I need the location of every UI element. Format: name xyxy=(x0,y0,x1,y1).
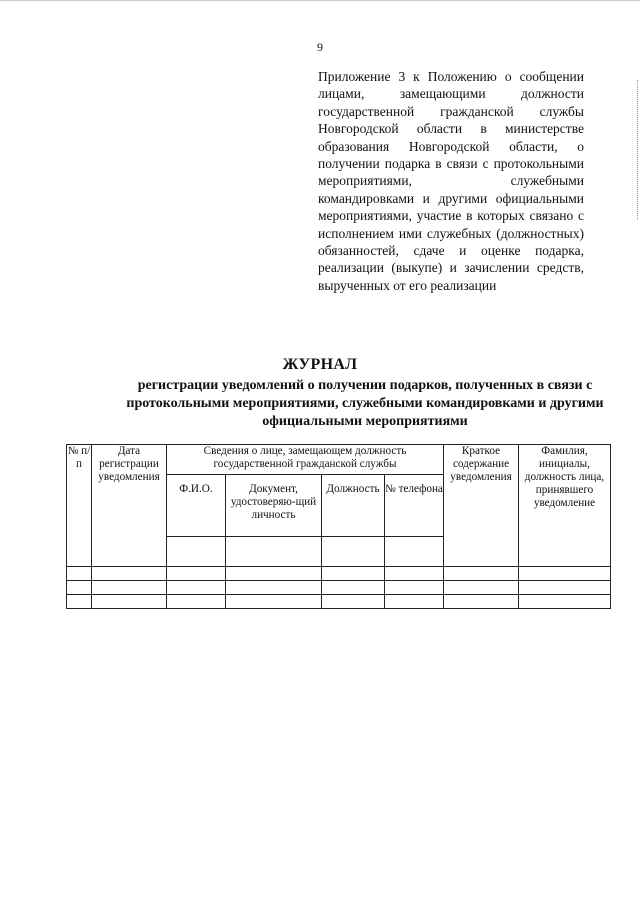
page-number: 9 xyxy=(317,40,323,54)
journal-table xyxy=(66,444,611,609)
table-row xyxy=(67,581,611,595)
header-person-info: Сведения о лице, замещающем должность государственной гражданской службы xyxy=(167,445,444,475)
journal-subtitle: регистрации уведомлений о получении подарков, полученных в связи с протокольными мероприятиями, служебными командировками и другими официальными мероприятиями xyxy=(126,378,604,429)
scan-edge-mark xyxy=(636,80,638,220)
header-blank-cell xyxy=(322,537,385,567)
header-receiver: Фамилия, инициалы, должность лица, принявшего уведомление xyxy=(519,445,611,567)
header-blank-cell xyxy=(167,537,226,567)
header-blank-cell xyxy=(226,537,322,567)
table-row xyxy=(67,567,611,581)
header-date: Дата регистрации уведомления xyxy=(92,445,167,567)
header-fio: Ф.И.О. xyxy=(167,475,226,537)
header-document: Документ, удостоверяю-щий личность xyxy=(226,475,322,537)
table-row xyxy=(67,595,611,609)
appendix-note: Приложение 3 к Положению о сообщении лицами, замещающими должности государственной гражданской службы Новгородской области в министерстве образования Новгородской области, о получении подарка в связи с протокольными мероприятиями, служебными командировками и другими официальными мероприятиями, участие в которых связано с исполнением ими служебных (должностных) обязанностей, сдаче и оценке подарка, реализации (выкупе) и зачислении средств, вырученных от его реализации xyxy=(318,69,584,293)
header-num: № п/п xyxy=(67,445,92,567)
journal-title: ЖУРНАЛ xyxy=(282,356,358,373)
header-position: Должность xyxy=(322,475,385,537)
header-blank-cell xyxy=(385,537,444,567)
header-summary: Краткое содержание уведомления xyxy=(444,445,519,567)
top-scan-edge xyxy=(0,0,640,1)
header-phone: № телефона xyxy=(385,475,444,537)
